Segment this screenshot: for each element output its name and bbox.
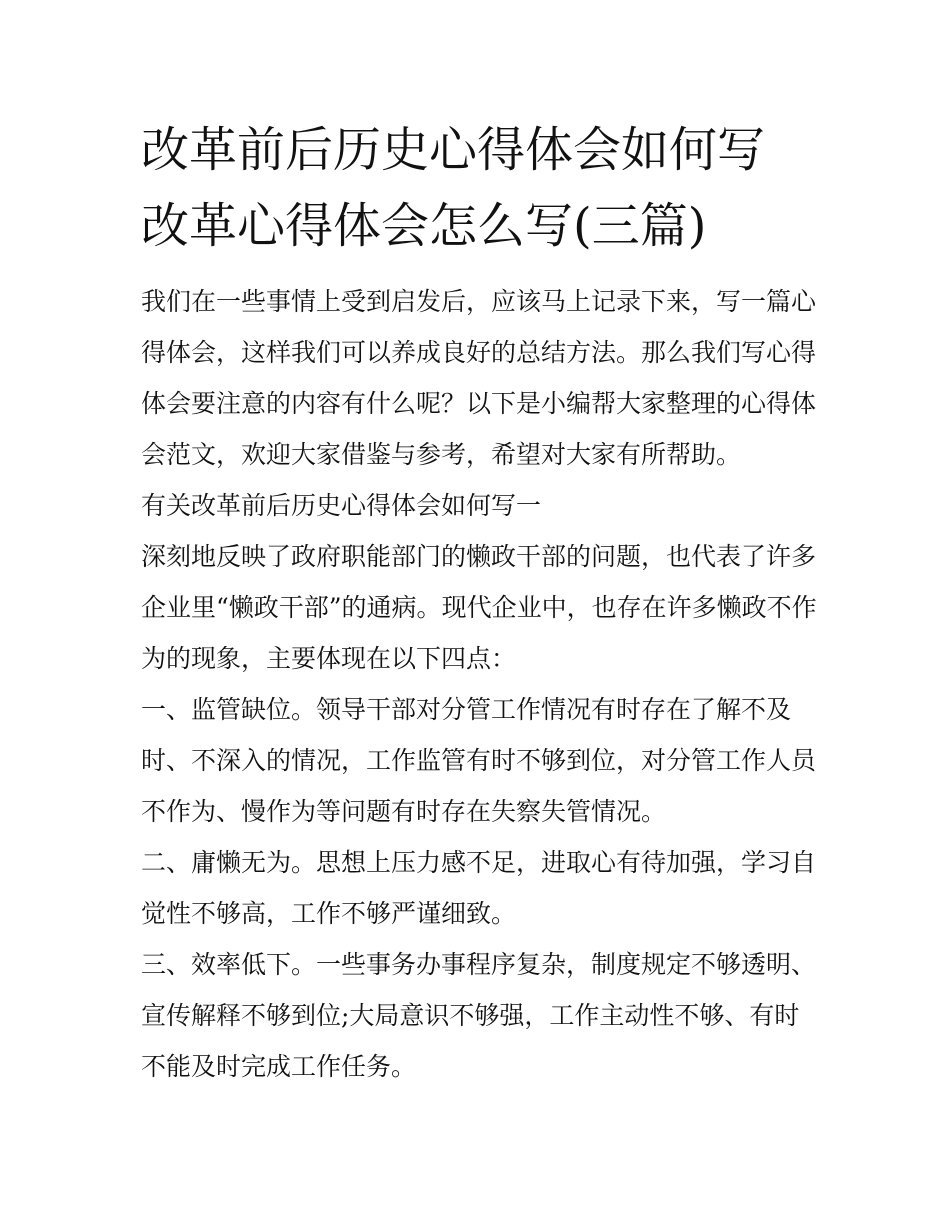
- document-title: [141, 112, 821, 264]
- title-line-2: 改革心得体会怎么写(三篇): [141, 198, 707, 254]
- title-line-1: 改革前后历史心得体会如何写: [141, 122, 766, 178]
- body-line-7: 企业里“懒政干部”的通病。现代企业中，也存在许多懒政不作: [141, 593, 817, 622]
- section-heading: 有关改革前后历史心得体会如何写一: [141, 491, 542, 520]
- point-two-line-2: 觉性不够高，工作不够严谨细致。: [141, 899, 517, 928]
- body-line-2: 得体会，这样我们可以养成良好的总结方法。那么我们写心得: [141, 338, 817, 367]
- point-three-line-2: 宣传解释不够到位;大局意识不够强，工作主动性不够、有时: [141, 1001, 800, 1030]
- body-line-1: 我们在一些事情上受到启发后，应该马上记录下来，写一篇心: [141, 287, 817, 316]
- point-one-line-2: 时、不深入的情况，工作监管有时不够到位，对分管工作人员: [141, 746, 817, 775]
- body-line-8: 为的现象，主要体现在以下四点：: [141, 644, 517, 673]
- body-line-6: 深刻地反映了政府职能部门的懒政干部的问题，也代表了许多: [141, 542, 817, 571]
- body-line-3: 体会要注意的内容有什么呢？以下是小编帮大家整理的心得体: [141, 389, 817, 418]
- point-three-line-1: 三、效率低下。一些事务办事程序复杂，制度规定不够透明、: [141, 950, 817, 979]
- point-three-line-3: 不能及时完成工作任务。: [141, 1052, 417, 1081]
- document-body: [141, 276, 821, 1092]
- document-content: [141, 112, 821, 1092]
- point-one-line-1: 一、监管缺位。领导干部对分管工作情况有时存在了解不及: [141, 695, 792, 724]
- body-line-4: 会范文，欢迎大家借鉴与参考，希望对大家有所帮助。: [141, 440, 742, 469]
- point-one-line-3: 不作为、慢作为等问题有时存在失察失管情况。: [141, 797, 667, 826]
- point-two-line-1: 二、庸懒无为。思想上压力感不足，进取心有待加强，学习自: [141, 848, 817, 877]
